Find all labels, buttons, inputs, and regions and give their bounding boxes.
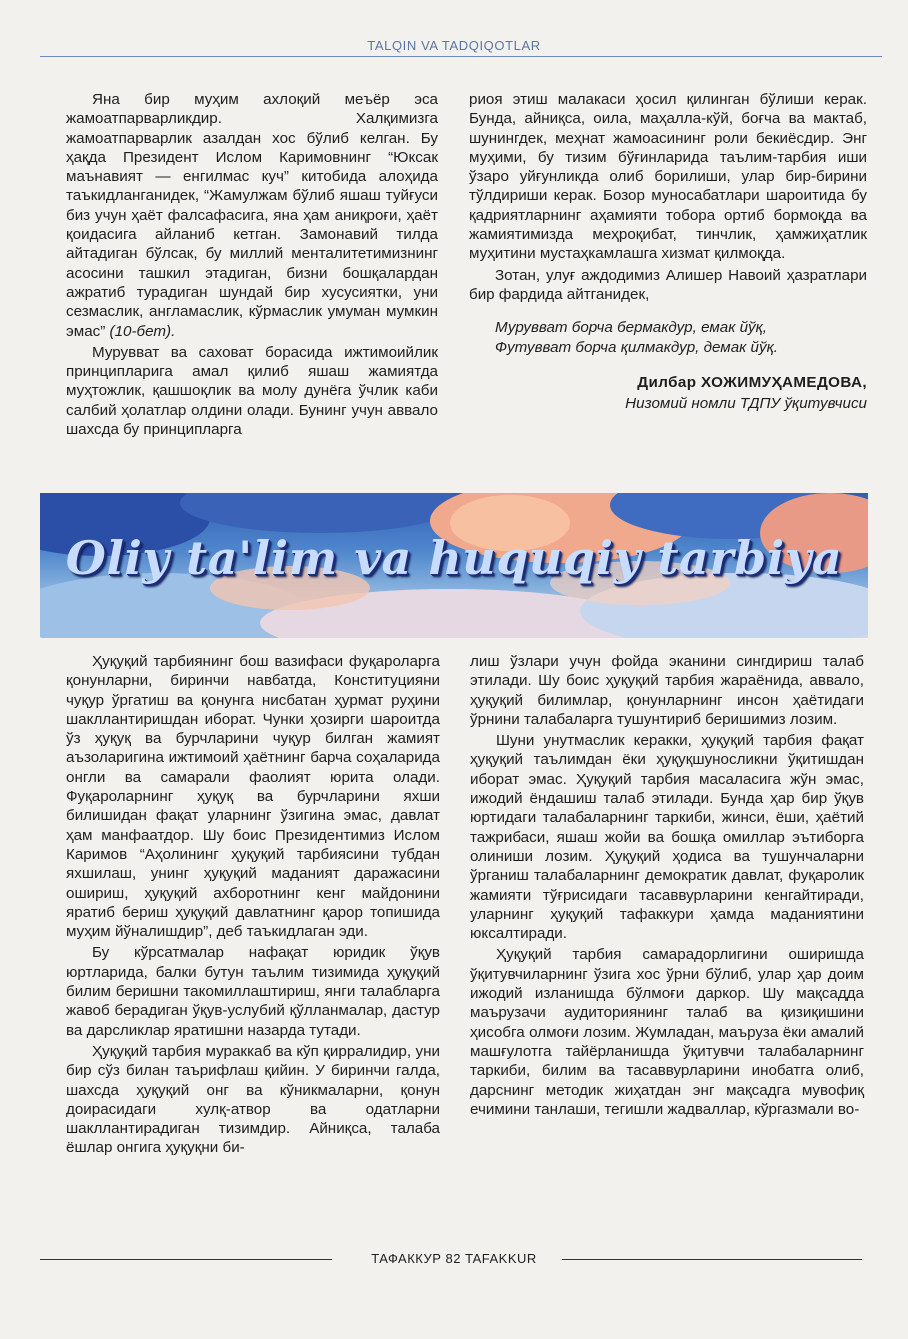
article2-column-left	[66, 652, 440, 1158]
running-head: TALQIN VA TADQIQOTLAR	[367, 38, 541, 53]
paragraph: Яна бир муҳим ахлоқий меъёр эса жамоатпарварликдир. Халқимизга жамоатпарварлик азалдан хос бўлиб келган. Бу ҳақда Президент Ислом Каримовнинг “Юксак маънавият — енгилмас куч” китобида алоҳида таъкидланганидек, “Жамулжам бўлиб яшаш туйғуси биз учун ҳаёт фалсафасига, яна ҳам аниқроғи, ҳаёт қоидасига айланиб кетган. Замонавий тилда айтадиган бўлсак, бу миллий менталитетимизнинг асосини ташкил этадиган, бизни бошқалардан ажратиб турадиган шундай бир хусусиятки, уни сезмаслик, англамаслик, кўрмаслик умуман мумкин эмас” (10-бет).	[66, 91, 438, 340]
paragraph: Бу кўрсатмалар нафақат юридик ўқув юртларида, балки бутун таълим тизимида ҳуқуқий билим беришни такомиллаштириш, янги талабларга жавоб берадиган ўқув-услубий қўлланмалар, дастур ва дарсликлар яратишни назарда тутади.	[66, 944, 440, 1039]
paragraph: Зотан, улуғ аждодимиз Алишер Навоий ҳазратлари бир фардида айтганидек,	[469, 266, 867, 303]
article1-column-right	[469, 90, 867, 413]
paragraph: Ҳуқуқий тарбия мураккаб ва кўп қирралидир, уни бир сўз билан таърифлаш қийин. У биринчи галда, шахсда ҳуқуқий онг ва кўникмаларни, қонун доирасидаги хулқ-атвор ва одатларни шакллантирадиган тизимдир. Айниқса, талаба ёшлар онгига ҳуқуқни би-	[66, 1042, 440, 1157]
page-footer: ТАФАККУР 82 TAFAKKUR	[371, 1251, 537, 1266]
page-reference: (10-бет).	[109, 322, 176, 340]
paragraph: лиш ўзлари учун фойда эканини сингдириш талаб этилади. Шу боис ҳуқуқий тарбия жараёнида, аввало, ҳуқуқий билимлар, қонунларнинг инсон ҳаётидаги ўрнини талабаларга тушунтириб беришимиз лозим.	[470, 653, 864, 728]
poem-line: Футувват борча қилмакдур, демак йўқ.	[495, 338, 778, 356]
paragraph: Ҳуқуқий тарбиянинг бош вазифаси фуқароларга қонунларни, биринчи навбатда, Конституцияни чуқур ўргатиш ва қонунга нисбатан ҳурмат руҳини шакллантиришдан иборат. Чунки ҳозирги шароитда ўз ҳуқуқ ва бурчларини чуқур билган жамият аъзоларигина ижтимоий ҳаётнинг барча соҳаларида онгли ва самарали фаолият юрита олади. Фуқароларнинг ҳуқуқ ва бурчларини яхши билишидан фақат уларнинг ўзигина эмас, давлат ҳам манфаатдор. Шу боис Президентимиз Ислом Каримов “Аҳолининг ҳуқуқий тарбиясини тубдан яхшилаш, унинг ҳуқуқий маданият даражасини ошириш, ҳуқуқий ахборотнинг кенг майдонини яратиб бериш ҳуқуқий давлатнинг қарор топишида муҳим йўналишдир”, деб таъкидлаган эди.	[66, 653, 440, 941]
article1-column-left	[66, 90, 438, 439]
author-name: Дилбар ХОЖИМУҲАМЕДОВА,	[637, 373, 867, 391]
header-rule	[40, 56, 882, 57]
article2-column-right	[470, 652, 864, 1119]
article-banner	[40, 493, 868, 638]
paragraph: риоя этиш малакаси ҳосил қилинган бўлиши керак. Бунда, айниқса, оила, маҳалла-кўй, боғча ва мактаб, шунингдек, меҳнат жамоасининг роли бекиёсдир. Энг муҳими, бу тизим бўғинларида таълим-тарбия иши ўзаро уйғунликда олиб борилиши, улар бир-бирини тўлдириши керак. Бозор муносабатлари шароитида бу қадриятларнинг аҳамияти тобора ортиб бормоқда ва жамиятимизда меҳроқибат, тинчлик, ҳамжиҳатлик муҳитини мустаҳкамлашга хизмат қилмоқда.	[469, 91, 867, 263]
paragraph: Мурувват ва саховат борасида ижтимоийлик принципларига амал қилиб яшаш жамиятда муҳтожлик, қашшоқлик ва молу дунёга ўчлик каби салбий ҳолатлар олдини олади. Бунинг учун аввало шахсда бу принципларга	[66, 343, 438, 439]
author-role: Низомий номли ТДПУ ўқитувчиси	[625, 395, 867, 413]
banner-title: Oliy ta'lim va huquqiy tarbiya	[65, 531, 843, 585]
paragraph: Шуни унутмаслик керакки, ҳуқуқий тарбия фақат ҳуқуқий таълимдан ёки ҳуқуқшуносликни ўқитишдан иборат эмас. Ҳуқуқий тарбия масаласига жўн эмас, ижодий ёндашиш талаб этилади. Бунда ҳар бир ўқув юртидаги талабаларнинг таркиби, жинси, ёши, ҳаётий тажрибаси, яшаш жойи ва бошқа омиллар эътиборга олиниши лозим. Ҳуқуқий ҳодиса ва тушунчаларни ўрганиш талабаларнинг демократик давлат, фуқаролик жамияти тўғрисидаги тасаввурларини кенгайтиради, уларнинг ҳуқуқий тафаккури ҳамда маданиятини юксалтиради.	[470, 732, 864, 943]
poem-quote	[469, 318, 867, 357]
paragraph: Ҳуқуқий тарбия самарадорлигини оширишда ўқитувчиларнинг ўзига хос ўрни бўлиб, улар ҳар доим ижодий изланишда бўлмоғи даркор. Шу мақсадда маърузачи аудиториянинг талаб ва қизиқишини ҳисобга олмоғи лозим. Жумладан, маъруза ёки амалий машғулотга тайёрланишда ўқитувчи талабаларнинг таркиби, билим ва тасаввурларини инобатга олиб, дарснинг методик жиҳатдан энг мақсадга мувофиқ ечимини танлаши, тегишли жадваллар, кўргазмали во-	[470, 946, 864, 1118]
poem-line: Мурувват борча бермакдур, емак йўқ,	[495, 319, 768, 337]
